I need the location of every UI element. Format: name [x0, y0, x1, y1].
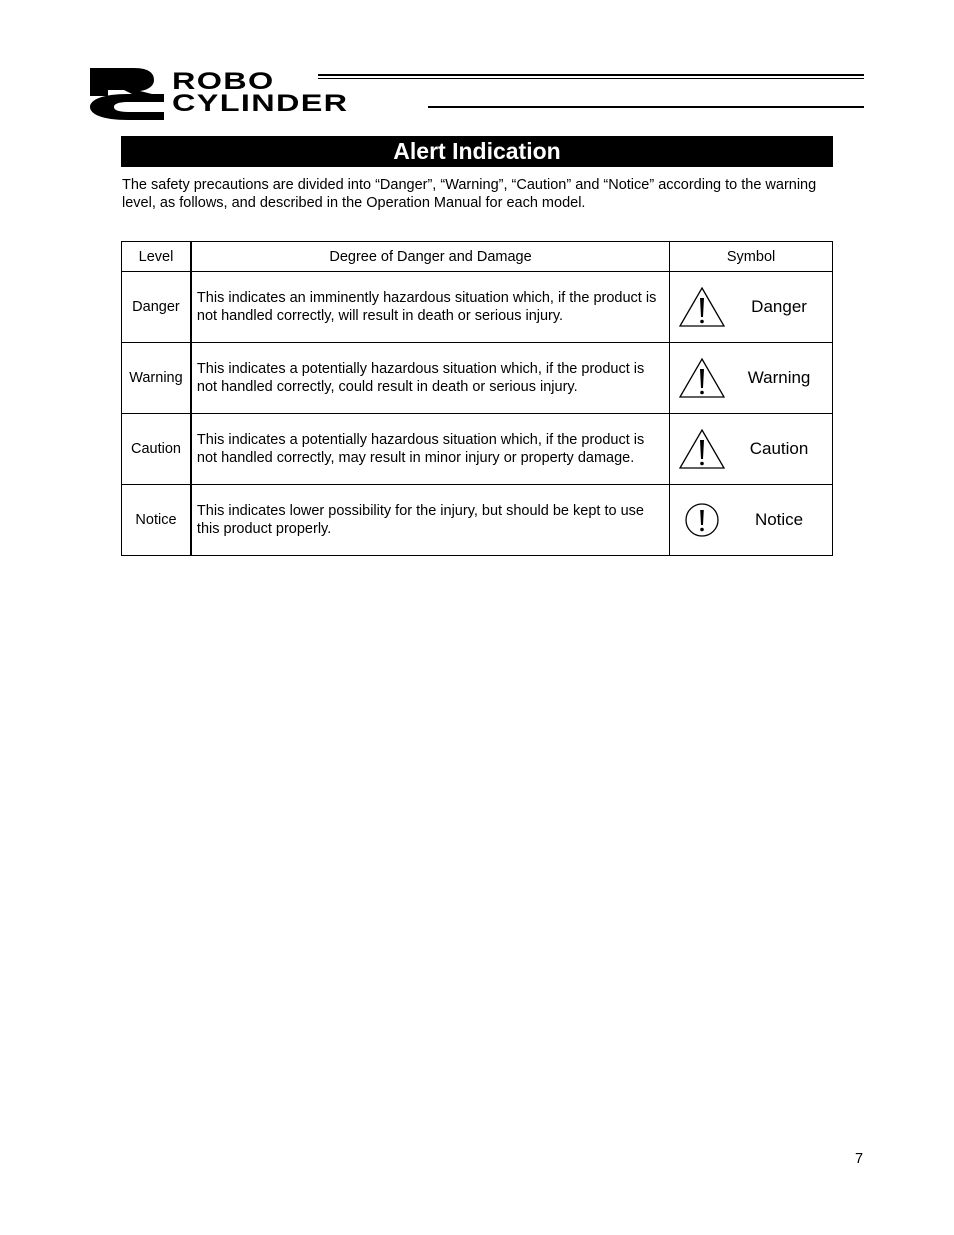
level-cell: Danger	[122, 272, 191, 343]
header-symbol: Symbol	[670, 242, 833, 272]
header-rule-top-1	[318, 74, 864, 76]
logo-word-robo: ROBO	[172, 68, 275, 95]
table-header-row	[122, 242, 833, 272]
intro-paragraph: The safety precautions are divided into “Danger”, “Warning”, “Caution” and “Notice” according to the warning level, as follows, and described in the Operation Manual for each model.	[122, 177, 817, 211]
header-level: Level	[122, 242, 191, 272]
symbol-label: Danger	[751, 297, 807, 316]
symbol-label: Warning	[747, 368, 811, 387]
table-row	[122, 343, 833, 414]
description-cell	[191, 485, 670, 556]
header-rule-bottom	[428, 106, 864, 108]
warning-triangle-icon	[670, 428, 734, 470]
level-cell: Notice	[122, 485, 191, 556]
exclamation-circle-icon	[670, 502, 734, 538]
section-title: Alert Indication	[393, 138, 561, 164]
logo-word-cylinder: CYLINDER	[172, 90, 349, 117]
warning-triangle-icon	[670, 357, 734, 399]
description-text: This indicates lower possibility for the injury, but should be kept to use this product properly.	[196, 503, 644, 537]
symbol-cell	[670, 343, 833, 414]
rc-logo-mark-icon	[88, 66, 168, 122]
warning-triangle-icon	[670, 286, 734, 328]
section-title-bar	[121, 136, 833, 167]
description-cell	[191, 343, 670, 414]
symbol-cell	[670, 485, 833, 556]
symbol-label: Notice	[754, 510, 804, 529]
description-text: This indicates a potentially hazardous situation which, if the product is not handled correctly, may result in minor injury or property damage.	[196, 432, 645, 466]
level-cell: Warning	[122, 343, 191, 414]
table-row	[122, 414, 833, 485]
table-row	[122, 272, 833, 343]
symbol-label: Caution	[749, 439, 809, 458]
symbol-cell	[670, 414, 833, 485]
level-cell: Caution	[122, 414, 191, 485]
page-number: 7	[855, 1151, 864, 1167]
description-text: This indicates a potentially hazardous situation which, if the product is not handled correctly, could result in death or serious injury.	[196, 361, 645, 395]
description-text: This indicates an imminently hazardous situation which, if the product is not handled correctly, will result in death or serious injury.	[196, 290, 657, 324]
alert-level-table	[121, 241, 833, 556]
description-cell	[191, 272, 670, 343]
header-rule-top-2	[318, 78, 864, 79]
header-degree: Degree of Danger and Damage	[191, 242, 670, 272]
description-cell	[191, 414, 670, 485]
table-row	[122, 485, 833, 556]
symbol-cell	[670, 272, 833, 343]
